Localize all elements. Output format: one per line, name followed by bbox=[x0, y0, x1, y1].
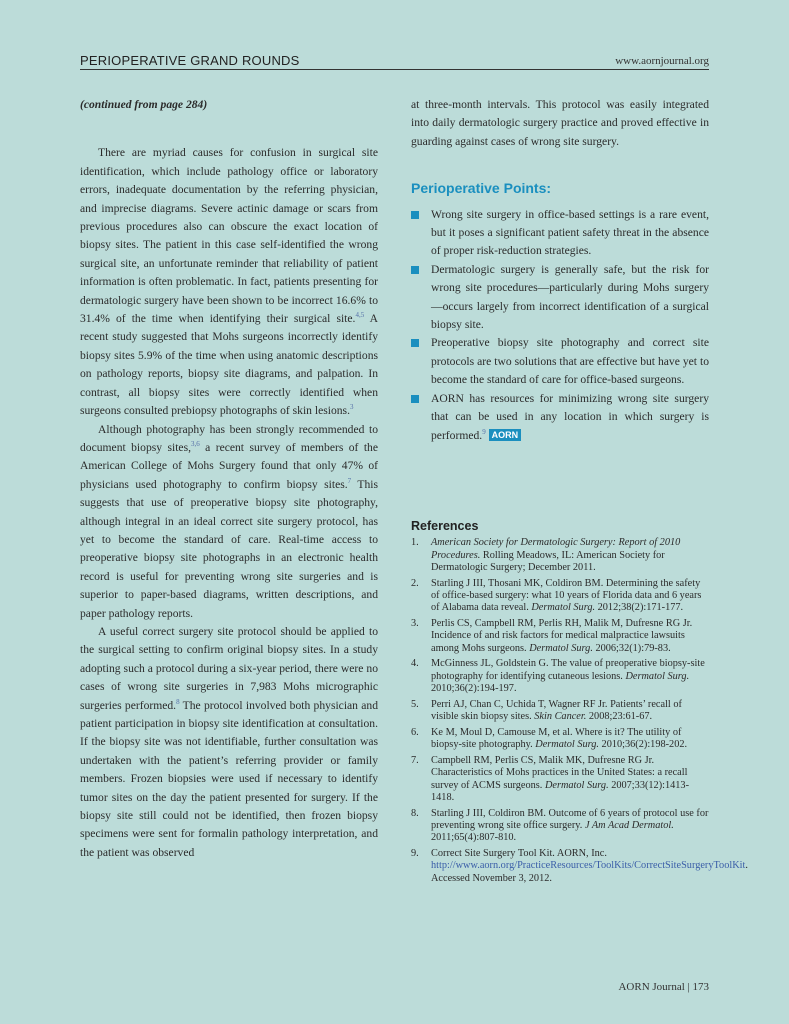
citation[interactable]: 4,5 bbox=[355, 311, 365, 320]
paragraph: at three-month intervals. This protocol was easily integrated into daily dermatologic surgery practice and proved effective in guarding against cases of wrong site surgery. bbox=[411, 98, 709, 148]
reference-item: 2. Starling J III, Thosani MK, Coldiron BM. Determining the safety of office-based surgery: what 10 years of Florida data and 6 years of Alabama data reveal. Dermatol Surg. 2012;38(2):171-177. bbox=[411, 577, 702, 614]
list-item: Dermatologic surgery is generally safe, but the risk for wrong site procedures—particularly during Mohs surgery—occurs largely from incorrect identification of a surgical biopsy site. bbox=[411, 261, 709, 335]
left-column bbox=[80, 96, 378, 862]
reference-item: 4. McGinness JL, Goldstein G. The value of preoperative biopsy-site photography for identifying cutaneous lesions. Dermatol Surg. 2010;36(2):194-197. bbox=[411, 658, 705, 695]
toolkit-link[interactable]: http://www.aorn.org/PracticeResources/ToolKits/CorrectSiteSurgeryToolKit bbox=[431, 860, 746, 872]
page-footer: AORN Journal | 173 bbox=[618, 981, 709, 993]
list-item: Wrong site surgery in office-based settings is a rare event, but it poses a significant patient safety threat in the absence of proper risk-reduction strategies. bbox=[411, 206, 709, 261]
right-column bbox=[411, 96, 748, 889]
list-item: AORN has resources for minimizing wrong site surgery that can be used in any location in which surgery is performed.$^9$ AORN bbox=[411, 390, 709, 445]
paragraph: There are myriad causes for confusion in surgical site identification, which include pathology office or laboratory errors, inadequate documentation by the referring physician, and imprecise diagrams. Severe actinic damage or scars from previous procedures also can obscure the exact location of biopsy sites. The patient in this case self-identified the wrong surgical site, an unfortunate reminder that reliability of patient information is often problematic. In fact, patients presenting for dermatologic surgery have been shown to be incorrect 16.6% to 31.4% of the time when identifying their surgical site.$^{4,5}$ A recent study suggested that Mohs surgeons incorrectly identify biopsy sites 5.9% of the time when using anatomic descriptions on pathology reports, biopsy site diagrams, and palpation. In contrast, all biopsy sites were correctly identified when surgeons consulted prebiopsy photographs of skin lesions.$^3$ bbox=[80, 146, 378, 418]
reference-item: 5. Perri AJ, Chan C, Uchida T, Wagner RF Jr. Patients’ recall of visible skin biopsy sites. Skin Cancer. 2008;23:61-67. bbox=[411, 698, 682, 723]
citation[interactable]: 3,6 bbox=[190, 440, 200, 449]
page-header bbox=[80, 53, 709, 70]
reference-item: 8. Starling J III, Coldiron BM. Outcome of 6 years of protocol use for preventing wrong site office surgery. J Am Acad Dermatol. 2011;65(4):807-810. bbox=[411, 807, 709, 844]
references-heading: References bbox=[411, 518, 479, 533]
reference-item: 7. Campbell RM, Perlis CS, Malik MK, Dufresne RG Jr. Characteristics of Mohs practices in the United States: a recall survey of ACMS surgeons. Dermatol Surg. 2007;33(12):1413-1418. bbox=[411, 755, 690, 803]
bullet-square-icon bbox=[411, 211, 419, 219]
journal-url[interactable]: www.aornjournal.org bbox=[615, 55, 709, 67]
citation[interactable]: 7 bbox=[347, 476, 352, 485]
citation[interactable]: 3 bbox=[349, 403, 354, 412]
reference-item: 9. Correct Site Surgery Tool Kit. AORN, Inc. http://www.aorn.org/PracticeResources/ToolKits/CorrectSiteSurgeryToolKit. Accessed November 3, 2012. bbox=[411, 848, 748, 884]
citation[interactable]: 9 bbox=[482, 427, 486, 436]
list-item: Preoperative biopsy site photography and correct site protocols are two solutions that are effective but have yet to become the standard of care for office-based surgeons. bbox=[411, 334, 709, 389]
bullet-square-icon bbox=[411, 339, 419, 347]
citation[interactable]: 8 bbox=[176, 697, 180, 706]
section-title: PERIOPERATIVE GRAND ROUNDS bbox=[80, 53, 300, 68]
perioperative-points-heading: Perioperative Points: bbox=[411, 180, 552, 197]
continued-note: (continued from page 284) bbox=[80, 98, 208, 111]
bullet-square-icon bbox=[411, 266, 419, 274]
references-list bbox=[411, 537, 748, 885]
paragraph: Although photography has been strongly recommended to document biopsy sites,$^{3,6}$ a recent survey of members of the American College of Mohs Surgery found that only 47% of physicians used photography to confirm biopsy sites.$^7$ This suggests that use of preoperative biopsy site photography, although integral in an ideal correct site surgery protocol, has yet to become the standard of care. Real-time access to preoperative biopsy site photographs in an electronic health record is useful for preventing wrong site surgeries and is superior to paper-based diagrams, written descriptions, and paper pathology reports. bbox=[80, 422, 378, 620]
paragraph: A useful correct surgery site protocol should be applied to the surgical setting to confirm original biopsy sites. In a study adopting such a protocol during a six-year period, there were no cases of wrong site surgeries in 7,983 Mohs micrographic surgeries performed.$^8$ The protocol involved both physician and patient participation in biopsy site identification at consultation. If the biopsy site was not identifiable, further consultation was undertaken with the patient’s referring provider or family members. Frozen biopsies were used if necessary to identify tumor sites on the day the patient presented for surgery. If the biopsy site still could not be identified, then frozen biopsy specimens were sent for formalin pathology interpretation, and the patient was observed bbox=[80, 624, 378, 859]
aorn-badge: AORN bbox=[489, 429, 522, 441]
reference-item: 1. American Society for Dermatologic Surgery: Report of 2010 Procedures. Rolling Meadows, IL: American Society for Dermatologic Surgery; December 2011. bbox=[411, 537, 681, 573]
reference-item: 3. Perlis CS, Campbell RM, Perlis RH, Malik M, Dufresne RG Jr. Incidence of and risk factors for medical malpractice lawsuits among Mohs surgeons. Dermatol Surg. 2006;32(1):79-83. bbox=[411, 618, 693, 654]
reference-item: 6. Ke M, Moul D, Camouse M, et al. Where is it? The utility of biopsy-site photography. Dermatol Surg. 2010;36(2):198-202. bbox=[411, 726, 688, 751]
perioperative-points-list bbox=[411, 206, 709, 445]
bullet-square-icon bbox=[411, 395, 419, 403]
